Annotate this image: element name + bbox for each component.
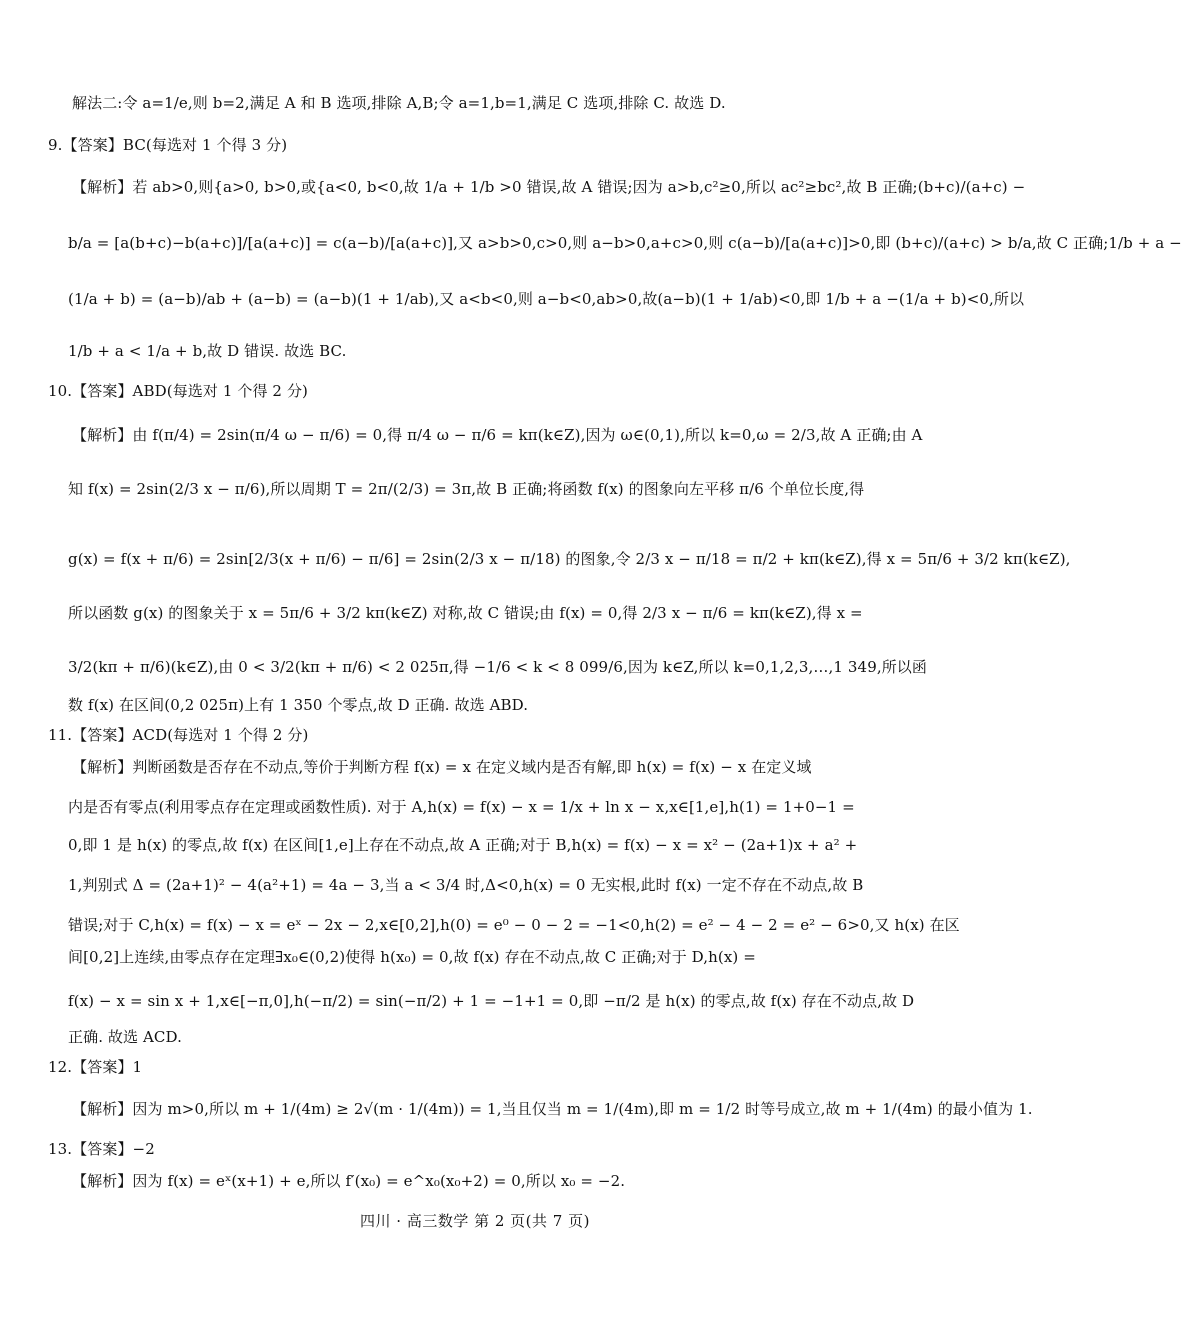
- analysis-9-line-4: 1/b + a < 1/a + b,故 D 错误. 故选 BC.: [68, 342, 347, 360]
- analysis-9-line-3: (1/a + b) = (a−b)/ab + (a−b) = (a−b)(1 + 1/ab),又 a<b<0,则 a−b<0,ab>0,故(a−b)(1 + 1/ab)<0,即 1/b + a −(1/a + b)<0,所以: [68, 290, 1025, 308]
- analysis-11-line-4: 1,判别式 Δ = (2a+1)² − 4(a²+1) = 4a − 3,当 a < 3/4 时,Δ<0,h(x) = 0 无实根,此时 f(x) 一定不存在不动点,故 B: [68, 876, 864, 894]
- analysis-12-line-1: 【解析】因为 m>0,所以 m + 1/(4m) ≥ 2√(m · 1/(4m)) = 1,当且仅当 m = 1/(4m),即 m = 1/2 时等号成立,故 m + 1/(4m) 的最小值为 1.: [72, 1100, 1033, 1118]
- analysis-11-line-3: 0,即 1 是 h(x) 的零点,故 f(x) 在区间[1,e]上存在不动点,故 A 正确;对于 B,h(x) = f(x) − x = x² − (2a+1)x + a² +: [68, 836, 858, 854]
- page-footer: 四川 · 高三数学 第 2 页(共 7 页): [360, 1212, 590, 1230]
- analysis-11-line-2: 内是否有零点(利用零点存在定理或函数性质). 对于 A,h(x) = f(x) − x = 1/x + ln x − x,x∈[1,e],h(1) = 1+0−1 =: [68, 798, 855, 816]
- analysis-11-line-8: 正确. 故选 ACD.: [68, 1028, 182, 1046]
- analysis-11-line-7: f(x) − x = sin x + 1,x∈[−π,0],h(−π/2) = sin(−π/2) + 1 = −1+1 = 0,即 −π/2 是 h(x) 的零点,故 f(x) 存在不动点,故 D: [68, 992, 915, 1010]
- analysis-10-line-6: 数 f(x) 在区间(0,2 025π)上有 1 350 个零点,故 D 正确. 故选 ABD.: [68, 696, 529, 714]
- analysis-13-line-1: 【解析】因为 f(x) = eˣ(x+1) + e,所以 f′(x₀) = e^x₀(x₀+2) = 0,所以 x₀ = −2.: [72, 1172, 626, 1190]
- analysis-10-line-2: 知 f(x) = 2sin(2/3 x − π/6),所以周期 T = 2π/(2/3) = 3π,故 B 正确;将函数 f(x) 的图象向左平移 π/6 个单位长度,得: [68, 480, 865, 498]
- analysis-10-line-1: 【解析】由 f(π/4) = 2sin(π/4 ω − π/6) = 0,得 π/4 ω − π/6 = kπ(k∈Z),因为 ω∈(0,1),所以 k=0,ω = 2/3,故 A 正确;由 A: [72, 426, 923, 444]
- answer-13-header: 13.【答案】−2: [48, 1140, 155, 1158]
- answer-9-header: 9.【答案】BC(每选对 1 个得 3 分): [48, 136, 288, 154]
- analysis-10-line-3: g(x) = f(x + π/6) = 2sin[2/3(x + π/6) − π/6] = 2sin(2/3 x − π/18) 的图象,令 2/3 x − π/18 = π/2 + kπ(k∈Z),得 x = 5π/6 + 3/2 kπ(k∈Z),: [68, 550, 1071, 568]
- analysis-11-line-6: 间[0,2]上连续,由零点存在定理∃x₀∈(0,2)使得 h(x₀) = 0,故 f(x) 存在不动点,故 C 正确;对于 D,h(x) =: [68, 948, 756, 966]
- solution-8-method2: 解法二:令 a=1/e,则 b=2,满足 A 和 B 选项,排除 A,B;令 a=1,b=1,满足 C 选项,排除 C. 故选 D.: [72, 94, 726, 112]
- analysis-11-line-1: 【解析】判断函数是否存在不动点,等价于判断方程 f(x) = x 在定义域内是否有解,即 h(x) = f(x) − x 在定义域: [72, 758, 812, 776]
- answer-12-header: 12.【答案】1: [48, 1058, 143, 1076]
- analysis-9-line-2: b/a = [a(b+c)−b(a+c)]/[a(a+c)] = c(a−b)/[a(a+c)],又 a>b>0,c>0,则 a−b>0,a+c>0,则 c(a−b)/[a(a+c)]>0,即 (b+c)/(a+c) > b/a,故 C 正确;1/b + a −: [68, 234, 1182, 252]
- analysis-10-line-5: 3/2(kπ + π/6)(k∈Z),由 0 < 3/2(kπ + π/6) < 2 025π,得 −1/6 < k < 8 099/6,因为 k∈Z,所以 k=0,1,2,3,…,1 349,所以函: [68, 658, 928, 676]
- answer-11-header: 11.【答案】ACD(每选对 1 个得 2 分): [48, 726, 309, 744]
- analysis-9-line-1: 【解析】若 ab>0,则{a>0, b>0,或{a<0, b<0,故 1/a + 1/b >0 错误,故 A 错误;因为 a>b,c²≥0,所以 ac²≥bc²,故 B 正确;(b+c)/(a+c) −: [72, 178, 1026, 196]
- analysis-10-line-4: 所以函数 g(x) 的图象关于 x = 5π/6 + 3/2 kπ(k∈Z) 对称,故 C 错误;由 f(x) = 0,得 2/3 x − π/6 = kπ(k∈Z),得 x =: [68, 604, 863, 622]
- analysis-11-line-5: 错误;对于 C,h(x) = f(x) − x = eˣ − 2x − 2,x∈[0,2],h(0) = e⁰ − 0 − 2 = −1<0,h(2) = e² − 4 − 2 = e² − 6>0,又 h(x) 在区: [68, 916, 960, 934]
- answer-10-header: 10.【答案】ABD(每选对 1 个得 2 分): [48, 382, 309, 400]
